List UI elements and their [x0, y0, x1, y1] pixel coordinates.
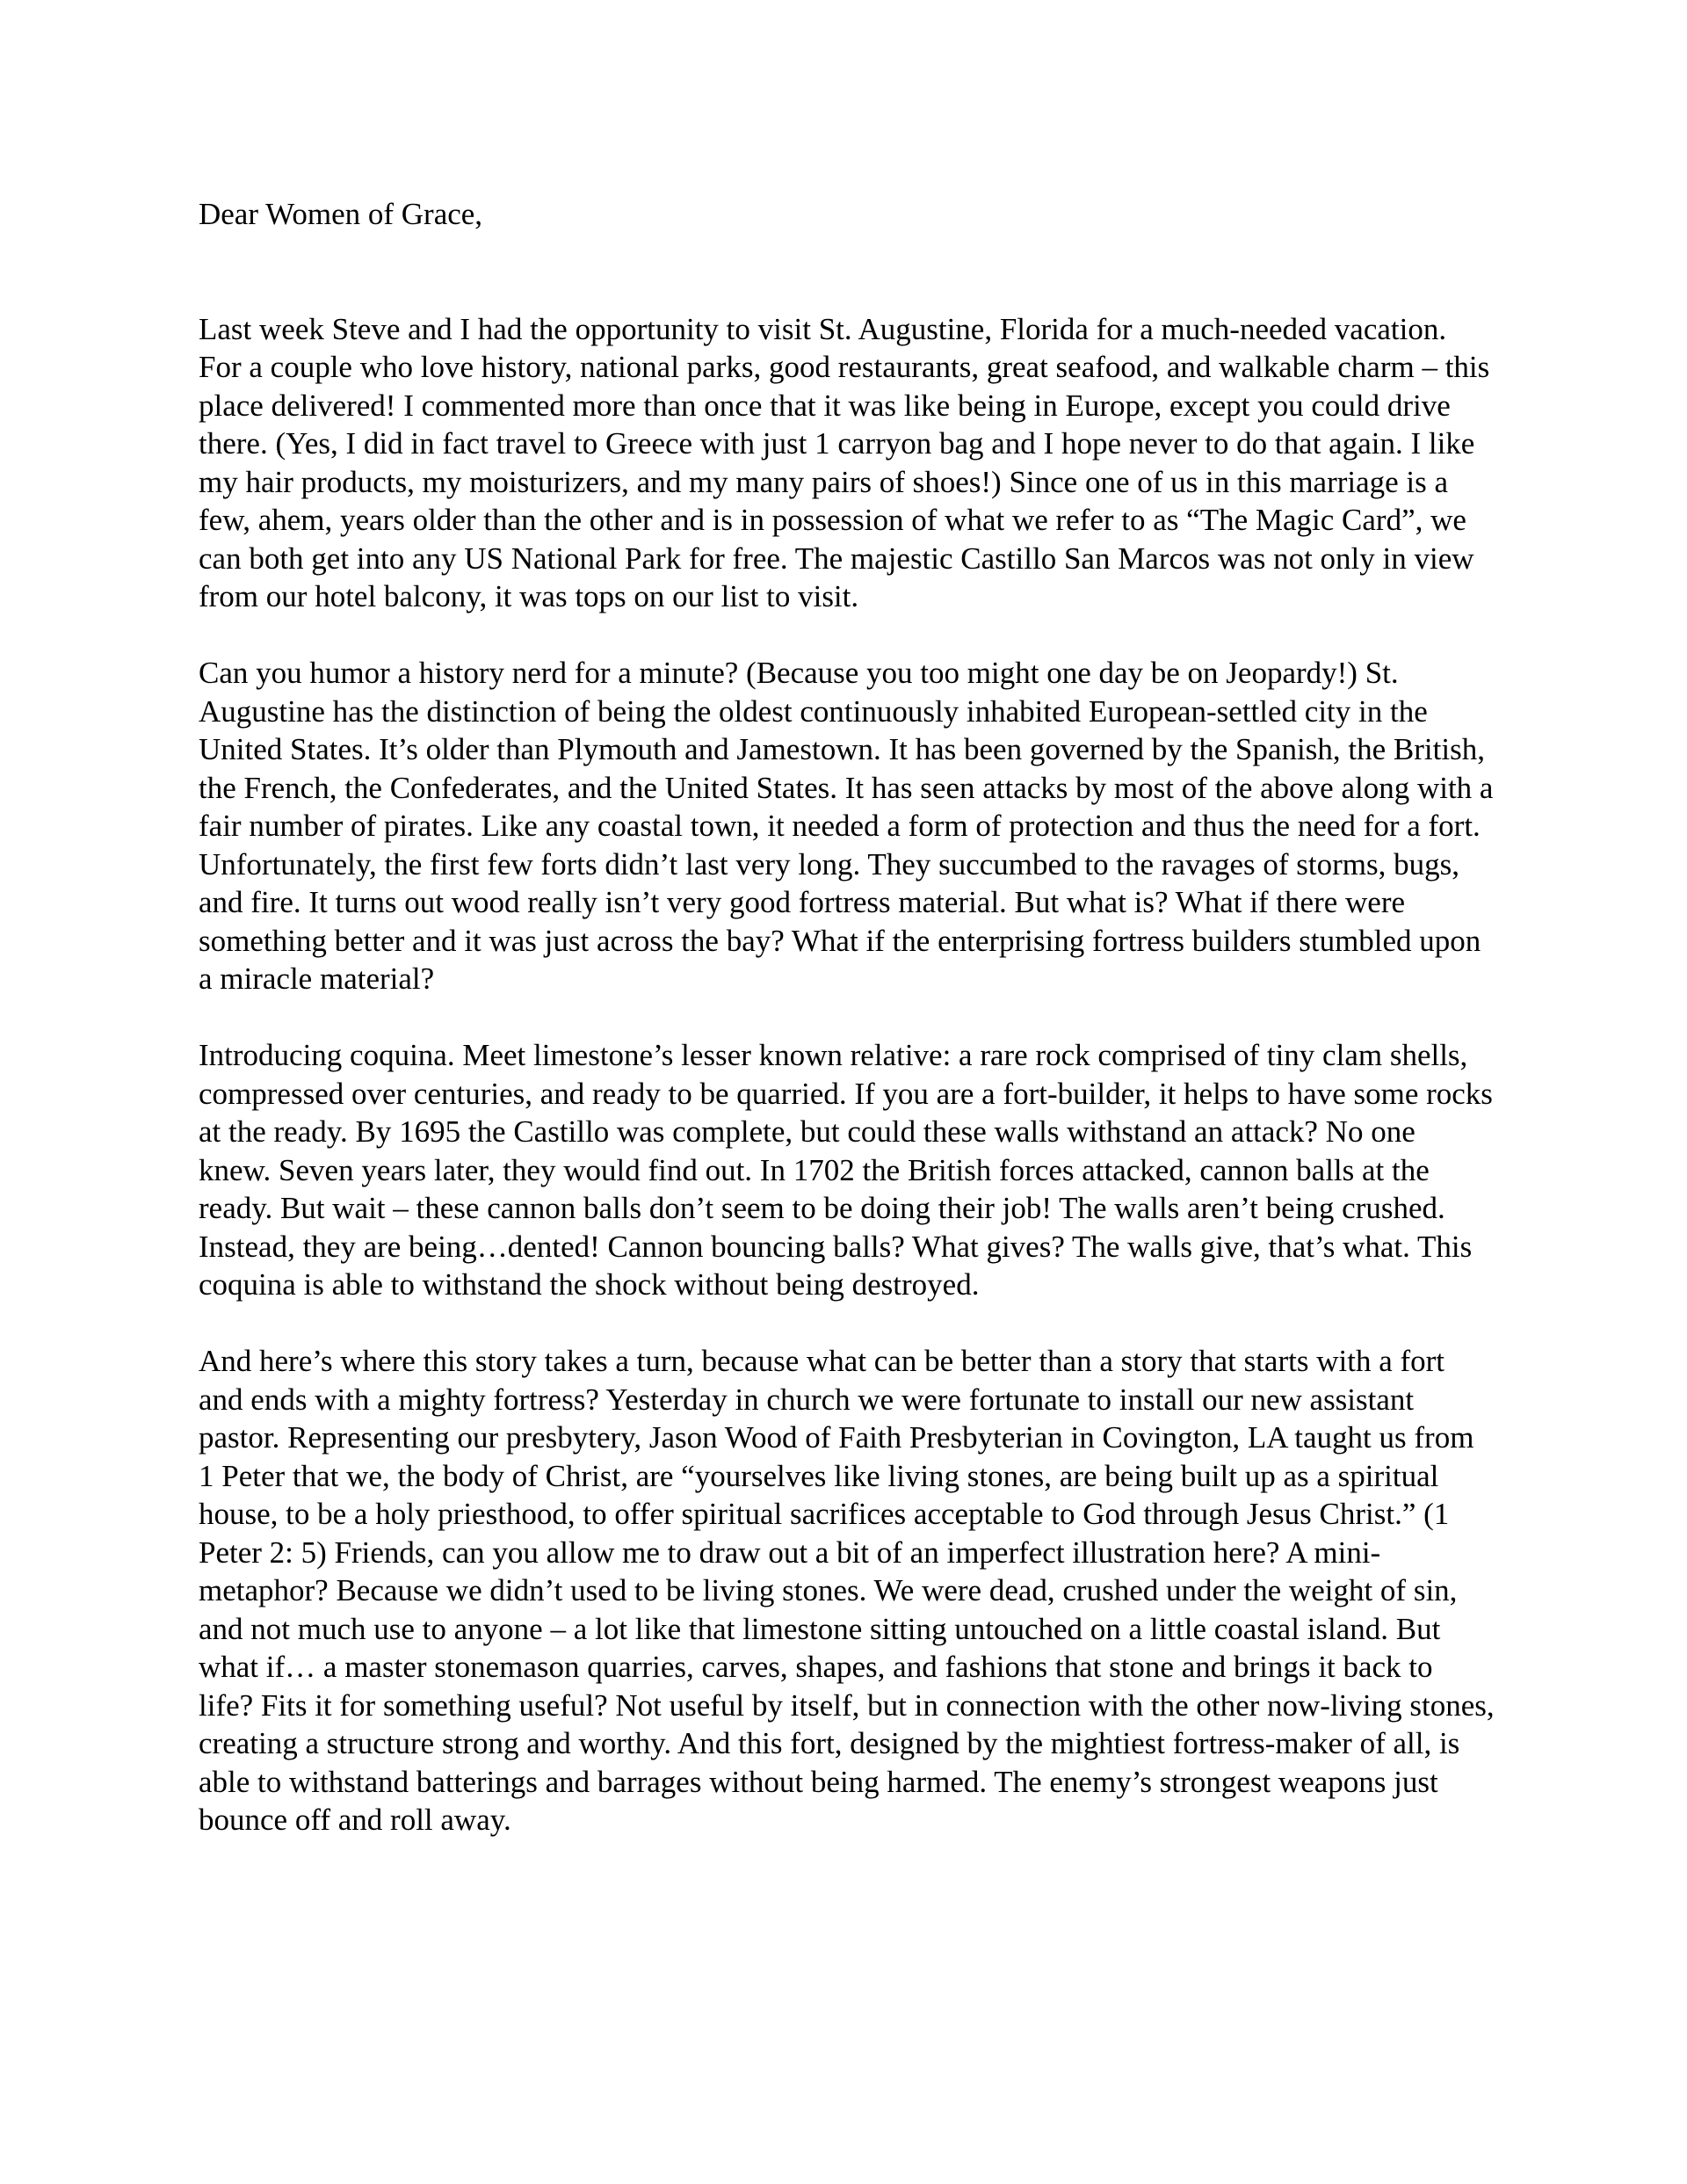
- letter-body: [199, 195, 1495, 1877]
- paragraph-living-stones: And here’s where this story takes a turn, because what can be better than a story that starts with a fort and ends with a mighty fortress? Yesterday in church we were fortunate to install our new assistant pastor. Representing our presbytery, Jason Wood of Faith Presbyterian in Covington, LA taught us from 1 Peter that we, the body of Christ, are “yourselves like living stones, are being built up as a spiritual house, to be a holy priesthood, to offer spiritual sacrifices acceptable to God through Jesus Christ.” (1 Peter 2: 5) Friends, can you allow me to draw out a bit of an imperfect illustration here? A mini-metaphor? Because we didn’t used to be living stones. We were dead, crushed under the weight of sin, and not much use to anyone – a lot like that limestone sitting untouched on a little coastal island. But what if… a master stonemason quarries, carves, shapes, and fashions that stone and brings it back to life? Fits it for something useful? Not useful by itself, but in connection with the other now-living stones, creating a structure strong and worthy. And this fort, designed by the mightiest fortress-maker of all, is able to withstand batterings and barrages without being harmed. The enemy’s strongest weapons just bounce off and roll away.: [199, 1344, 1495, 1837]
- salutation: Dear Women of Grace,: [199, 197, 483, 231]
- paragraph-vacation: Last week Steve and I had the opportunity to visit St. Augustine, Florida for a much-needed vacation. For a couple who love history, national parks, good restaurants, great seafood, and walkable charm – this place delivered! I commented more than once that it was like being in Europe, except you could drive there. (Yes, I did in fact travel to Greece with just 1 carryon bag and I hope never to do that again. I like my hair products, my moisturizers, and my many pairs of shoes!) Since one of us in this marriage is a few, ahem, years older than the other and is in possession of what we refer to as “The Magic Card”, we can both get into any US National Park for free. The majestic Castillo San Marcos was not only in view from our hotel balcony, it was tops on our list to visit.: [199, 311, 1490, 613]
- paragraph-history: Can you humor a history nerd for a minute? (Because you too might one day be on Jeopardy!) St. Augustine has the distinction of being the oldest continuously inhabited European-settled city in the United States. It’s older than Plymouth and Jamestown. It has been governed by the Spanish, the British, the French, the Confederates, and the United States. It has seen attacks by most of the above along with a fair number of pirates. Like any coastal town, it needed a form of protection and thus the need for a fort. Unfortunately, the first few forts didn’t last very long. They succumbed to the ravages of storms, bugs, and fire. It turns out wood really isn’t very good fortress material. But what is? What if there were something better and it was just across the bay? What if the enterprising fortress builders stumbled upon a miracle material?: [199, 656, 1494, 996]
- paragraph-coquina: Introducing coquina. Meet limestone’s lesser known relative: a rare rock comprised of tiny clam shells, compressed over centuries, and ready to be quarried. If you are a fort-builder, it helps to have some rocks at the ready. By 1695 the Castillo was complete, but could these walls withstand an attack? No one knew. Seven years later, they would find out. In 1702 the British forces attacked, cannon balls at the ready. But wait – these cannon balls don’t seem to be doing their job! The walls aren’t being crushed. Instead, they are being…dented! Cannon bouncing balls? What gives? The walls give, that’s what. This coquina is able to withstand the shock without being destroyed.: [199, 1038, 1493, 1302]
